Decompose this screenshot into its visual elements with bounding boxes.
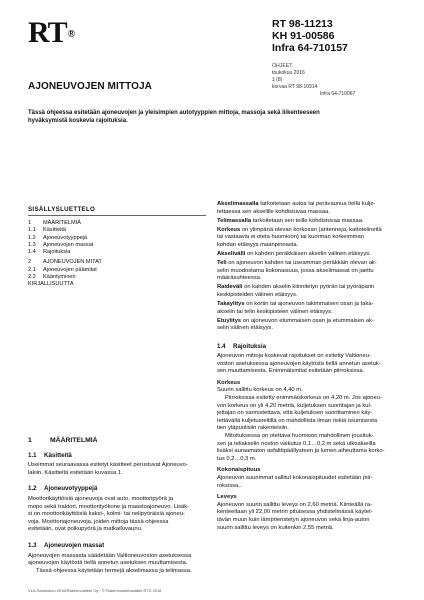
section-1-2-heading: 1.2 Ajoneuvotyyppejä — [28, 485, 98, 493]
code-infra: Infra 64-710157 — [272, 42, 348, 54]
definition: Korkeus on ylimpänä olevan korkosan (antenneja, kattotelineitä tai vastaavia ei oteta huomioon) tai kuorman korkeimman kohdan etäisyys maanpinnasta. — [217, 226, 382, 248]
kokonaispituus-heading: Kokonaispituus — [217, 467, 261, 474]
section-1-3-text: Ajoneuvojen massasta säädetään Valtioneuvoston asetuksessa ajoneuvojen käytöstä tiellä annetun asetuksen muuttamisesta. Tässä ohjeessa käytetään termejä akselimassa ja telimassa. — [28, 552, 192, 574]
definition: Etuylitys on ajoneuvon etummaisen osan ja etummaisen ak- selin välinen etäisyys. — [217, 317, 374, 332]
section-1-4-text: Ajoneuvon mittoja koskevat rajoitukset on esitetty Valtioneu- voston asetuksessa ajoneuvojen käytöstä tiellä annetun asetuk- sen muuttamisesta. Enimmäismitat esitetään piirroksissa. — [217, 353, 381, 375]
definition: Teli on ajoneuvon kahden tai useamman peräkkäin olevan ak- selin muodostama kokonaisuus, jossa akselimassat on jaettu määräsuhteessa. — [217, 260, 377, 282]
meta-replaces-2: Infra 64-710067 — [320, 91, 356, 97]
meta-date: toukokuu 2016 — [272, 70, 305, 76]
document-codes — [272, 18, 348, 54]
toc-item: 1.2 Ajoneuvotyyppejä — [28, 234, 88, 241]
document-meta — [272, 63, 355, 98]
definition: Raideväli on kahden akselin kiinnitetyn pyörän tai pyöräparin keskipisteiden välinen etäisyys. — [217, 284, 375, 299]
leveys-text: Ajoneuvon suurin sallittu leveys on 2,60 metriä. Kiinteällä ra- kenteeltaan yli 22,00 metrin pituisessa yhdistelmässä käytet- tävän muun kuin lämpöeristetyn ajoneuvon sekä linja-auton suurin sallittu leveys on kuitenkin 2,55 metriä. — [217, 501, 373, 531]
toc-item: 1.1 Käsitteitä — [28, 227, 67, 234]
section-1-1-text: Useimmat seuraavassa esitetyt käsitteet perustuvat Ajoneuvo- lakiin. Käsitteitä esitetään kuvassa 1. — [28, 462, 188, 476]
leveys-heading: Leveys — [217, 494, 237, 501]
code-kh: KH 91-00586 — [272, 30, 335, 42]
right-column — [217, 201, 399, 532]
toc-item: KIRJALLISUUTTA — [28, 281, 74, 288]
section-1 — [28, 437, 208, 575]
page-title: AJONEUVOJEN MITTOJA — [28, 81, 152, 92]
meta-pages: 1 (8) — [272, 77, 283, 83]
toc-item: 1 MÄÄRITELMIÄ — [28, 220, 81, 226]
section-1-1-heading: 1.1 Käsitteitä — [28, 451, 72, 459]
table-of-contents — [28, 216, 208, 289]
toc-item: 2.1 Ajoneuvojen päämitat — [28, 266, 97, 273]
section-1-3-heading: 1.3 Ajoneuvojen massat — [28, 541, 105, 549]
section-1-4-heading: 1.4 Rajoituksia — [217, 342, 267, 350]
definition: Akselivälli on kahden peräkkäisen akselin välinen etäisyys. — [217, 251, 371, 258]
section-1-2-text: Moottorikäyttöisiä ajoneuvoja ovat auto, moottoripyörä ja mopo sekä traktori, moottorityökone ja maastoajoneuvo. Lisäk- si on moottorikäyttöisiä kaksi-, kolmi- tai nelipyöräisiä ajoneu- voja. Moottoriajoneuvoja, joiden mittoja tässä ohjeessa esitetään, ovat polkupyörä ja matkailuvaunu. — [28, 495, 190, 533]
page-footer: VLA Hautuskuu 2016/Rakennustieto Oy · © Rakennustietosäätiö RTS 2016 — [28, 588, 162, 593]
toc-item: 2.2 Kääntyminen — [28, 274, 76, 281]
definition: Takaylitys on kortin tai ajoneuvon takimmaisen osan ja taka- akselin tai telin keskipisteen välinen etäisyys. — [217, 301, 374, 315]
korkeus-heading: Korkeus — [217, 379, 241, 386]
toc-item: 2 AJONEUVOJEN MITAT — [28, 259, 102, 266]
kokonaispituus-text: Ajoneuvon suurimmat sallitut kokonaispituudet esitetään piir- roksissa.. — [217, 475, 373, 489]
meta-replaces: korvaa RT 98-10914 — [272, 84, 318, 90]
meta-label: OHJEET — [272, 63, 293, 69]
korkeus-text: Suurin sallittu korkeus on 4,40 m. Piirroksissa esitetty enimmäiskorkeus on 4,20 m. Jos ajoneu- von korkeus on yli 4,20 metriä, kuljetuksen suorittajan ja kul- jettajan on varmistettava, että kuljetuksen suorittaminen käy- tettävällä kuljetusreitillä on mahdollista ilman riskiä osumisesta tien yläpuolisiin rakenteisiin. Mitoituksessa on otettava huomioon mahdollinen jousituk- sen ja teliakselin noston vaikutus 0,1…0,2 m sekä ulkoalueilla lisäksi auraamaton asfalttipäällysteen ja lumen aiheuttama korko- tus 0,2…0,3 m. — [217, 387, 385, 462]
toc-item: 1.4 Rajoituksia — [28, 249, 71, 256]
toc-item: 1.3 Ajoneuvojen massat — [28, 241, 94, 248]
code-rt: RT 98-11213 — [272, 18, 333, 30]
rt-logo: RT® — [28, 16, 75, 49]
toc-heading: SISÄLLYSLUETTELO — [28, 206, 96, 213]
definition: Telimassalla tarkoitetaan sen teille kohdistuvaa massaa. — [217, 217, 364, 224]
definition: Akselimassalla tarkoitetaan autoa tai perävaunua tiellä kulje- tettaessa sen akselille kohdistuvaa massaa. — [217, 201, 376, 215]
intro-text: Tässä ohjeessa esitetään ajoneuvojen ja yleisimpien autotyyppien mittoja, massoja sekä liikenteeseen hyväksymistä koskevia rajoituksia. — [28, 110, 320, 125]
section-1-heading: 1 MÄÄRITELMIÄ — [28, 437, 98, 444]
